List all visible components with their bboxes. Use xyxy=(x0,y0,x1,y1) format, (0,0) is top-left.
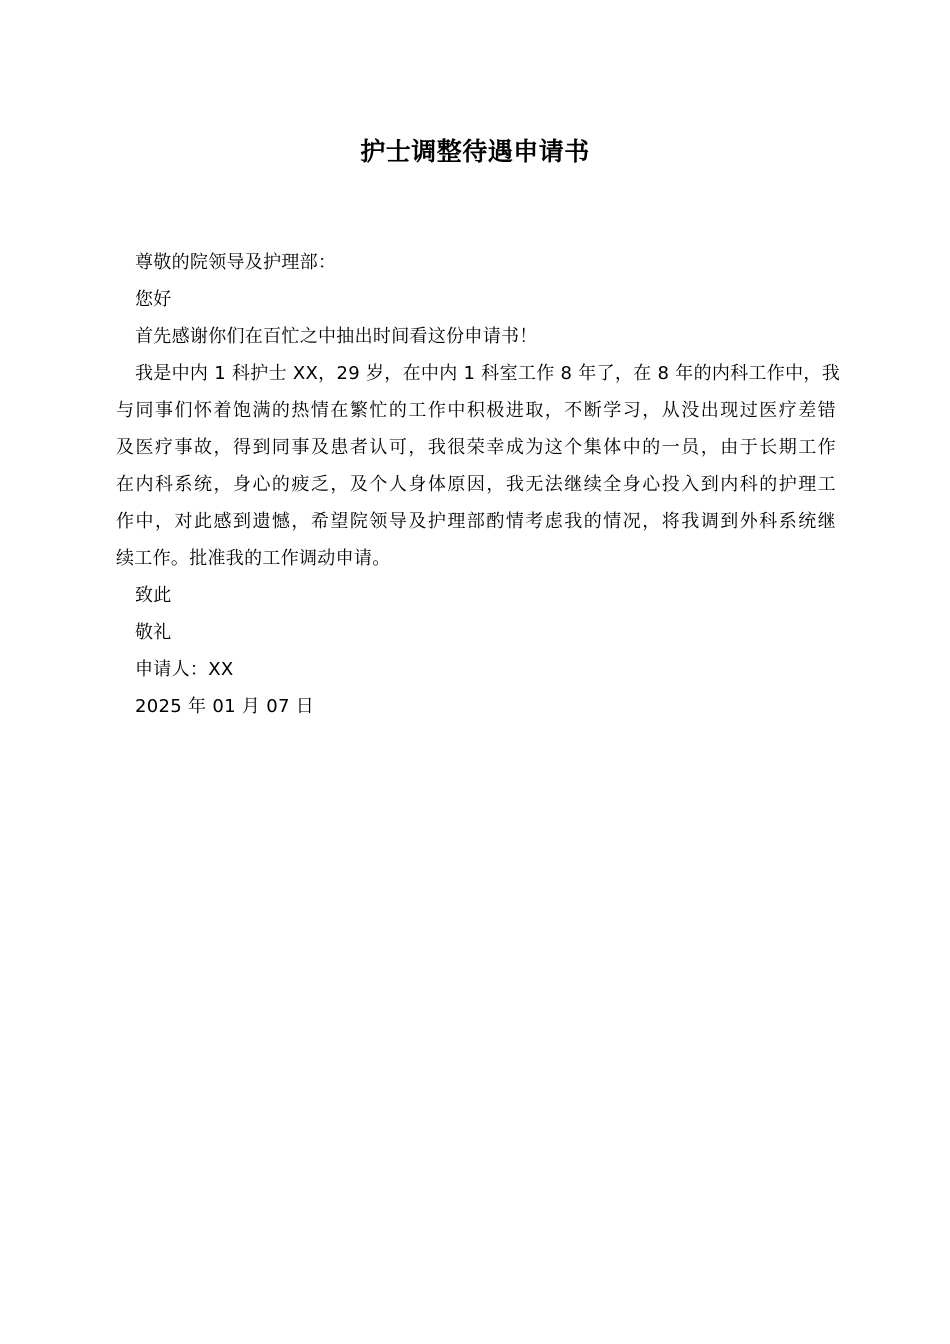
paragraph-line: 在内科系统，身心的疲乏，及个人身体原因，我无法继续全身心投入到内科的护理工 xyxy=(116,474,836,495)
paragraph-line: 及医疗事故，得到同事及患者认可，我很荣幸成为这个集体中的一员，由于长期工作 xyxy=(116,437,836,458)
paragraph-line: 续工作。批准我的工作调动申请。 xyxy=(116,548,391,569)
paragraph-line: 与同事们怀着饱满的热情在繁忙的工作中积极进取，不断学习，从没出现过医疗差错 xyxy=(116,400,836,421)
closing-jingli: 敬礼 xyxy=(135,622,172,643)
greeting: 您好 xyxy=(135,289,172,310)
closing-zhici: 致此 xyxy=(135,585,172,606)
document-title: 护士调整待遇申请书 xyxy=(360,137,590,166)
application-date: 2025 年 01 月 07 日 xyxy=(135,696,315,717)
main-paragraph xyxy=(116,355,840,577)
paragraph-line: 我是中内 1 科护士 XX，29 岁，在中内 1 科室工作 8 年了，在 8 年的内科工作中，我 xyxy=(135,363,840,384)
thanks-line: 首先感谢你们在百忙之中抽出时间看这份申请书！ xyxy=(135,326,538,347)
salutation: 尊敬的院领导及护理部： xyxy=(135,252,337,273)
applicant-signature: 申请人：XX xyxy=(135,659,234,680)
document-body xyxy=(116,244,840,725)
paragraph-line: 作中，对此感到遗憾，希望院领导及护理部酌情考虑我的情况，将我调到外科系统继 xyxy=(116,511,836,532)
